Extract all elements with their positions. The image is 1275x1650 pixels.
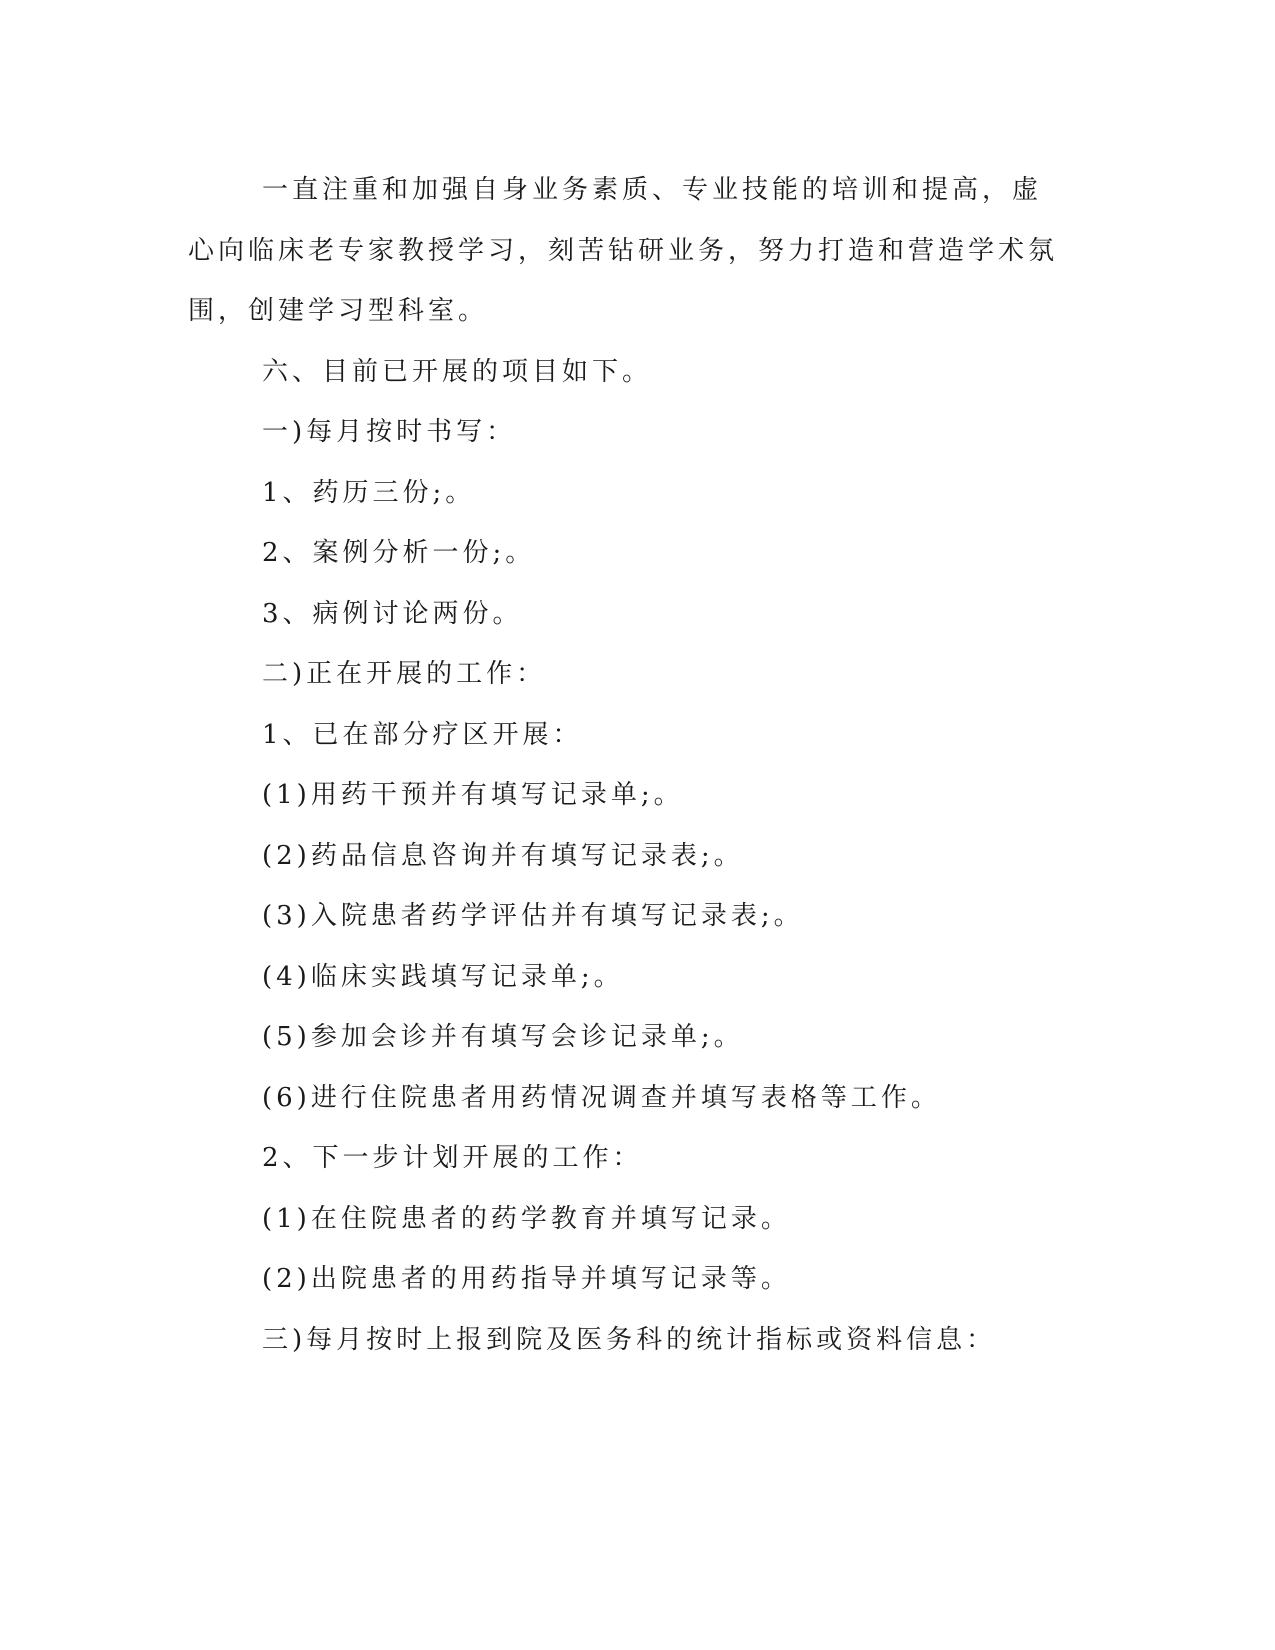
paragraph-intro: 一直注重和加强自身业务素质、专业技能的培训和提高，虚心向临床老专家教授学习，刻苦钻研业务，努力打造和营造学术氛围，创建学习型科室。 [188,175,1059,326]
section-heading-six: 六、目前已开展的项目如下。 [262,356,653,387]
list-item: (4)临床实践填写记录单;。 [262,961,624,992]
subheading-monthly-writing: 一)每月按时书写： [262,417,517,447]
list-item: 1、药历三份;。 [262,477,476,508]
list-item: (6)进行住院患者用药情况调查并填写表格等工作。 [262,1082,941,1113]
document-body [188,160,1068,1370]
subheading-ongoing-work: 二)正在开展的工作： [262,659,547,689]
list-item: (1)用药干预并有填写记录单;。 [262,780,684,810]
list-item: (1)在住院患者的药学教育并填写记录。 [262,1203,791,1234]
list-item: 2、下一步计划开展的工作： [262,1143,643,1173]
list-item: (2)药品信息咨询并有填写记录表;。 [262,840,744,871]
list-item: 3、病例讨论两份。 [262,598,523,629]
list-item: 1、已在部分疗区开展： [262,719,583,750]
list-item: 2、案例分析一份;。 [262,538,536,568]
list-item: (2)出院患者的用药指导并填写记录等。 [262,1264,791,1294]
list-item: (3)入院患者药学评估并有填写记录表;。 [262,901,804,931]
subheading-monthly-report: 三)每月按时上报到院及医务科的统计指标或资料信息： [262,1324,997,1355]
list-item: (5)参加会诊并有填写会诊记录单;。 [262,1022,744,1052]
